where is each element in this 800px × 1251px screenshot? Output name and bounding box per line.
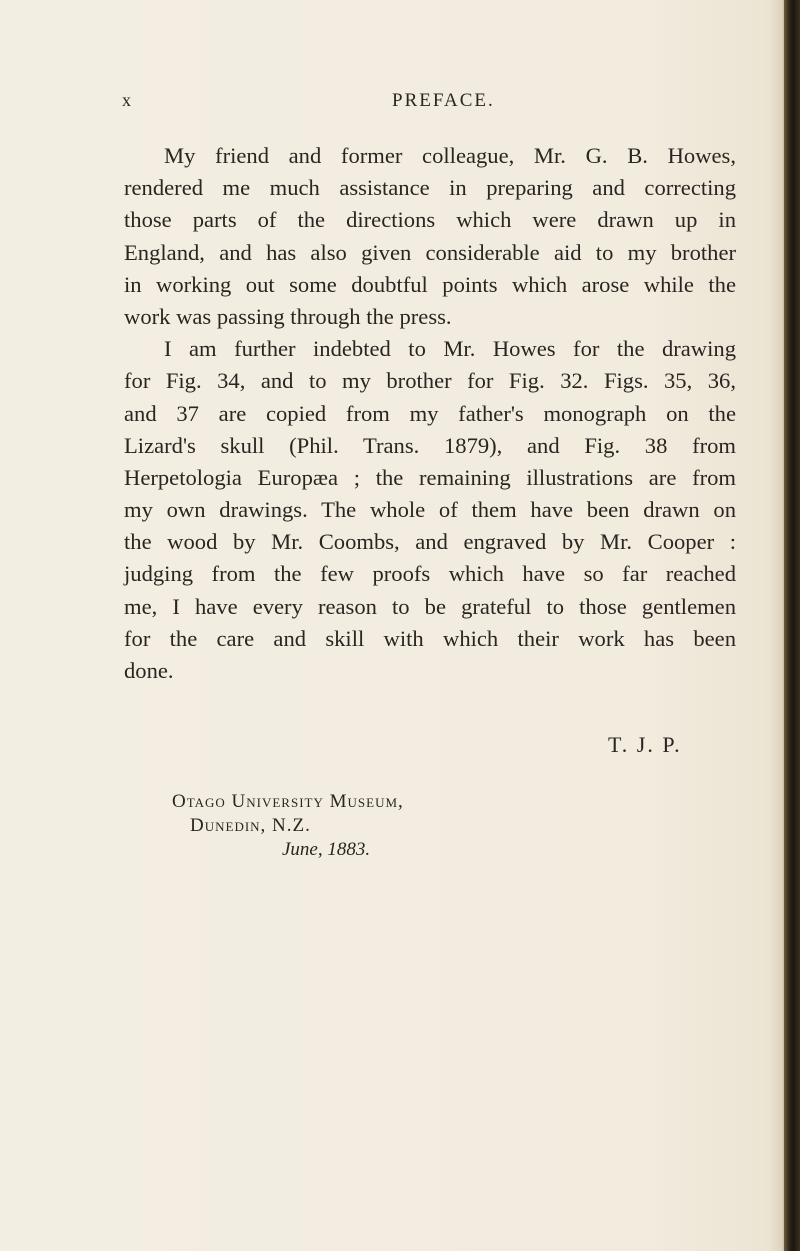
text-line: rendered me much assistance in preparing and correcting [124,175,736,201]
page-number: x [122,90,132,110]
text-line: England, and has also given considerable aid to my brother [124,239,736,265]
text-line: for the care and skill with which their work has been [124,625,736,651]
running-head [0,90,800,120]
text-line: Lizard's skull (Phil. Trans. 1879), and Fig. 38 from [124,432,736,458]
address-date: June, 1883. [282,839,371,860]
signature-initials: T. J. P. [608,732,682,757]
text-line: the wood by Mr. Coombs, and engraved by Mr. Cooper : [124,529,736,555]
address-city: Dunedin, N.Z. [190,815,311,836]
text-line: My friend and former colleague, Mr. G. B. Howes, [164,143,736,168]
binding-edge [784,0,800,1251]
text-line: I am further indebted to Mr. Howes for the drawing [164,336,736,362]
text-line: judging from the few proofs which have so far reached [124,561,736,587]
text-line: my own drawings. The whole of them have been drawn on [124,497,736,523]
text-line: Herpetologia Europæa ; the remaining illustrations are from [124,464,736,490]
text-line: for Fig. 34, and to my brother for Fig. 32. Figs. 35, 36, [124,368,736,394]
address-block [172,790,404,862]
text-line: me, I have every reason to be grateful to those gentlemen [124,593,736,619]
text-line: and 37 are copied from my father's monograph on the [124,400,736,426]
text-line: done. [124,658,174,683]
running-title: PREFACE. [392,90,495,111]
address-institution: Otago University Museum, [172,791,404,812]
text-line: in working out some doubtful points which arose while the [124,271,736,297]
body-text [124,140,736,687]
text-line: those parts of the directions which were drawn up in [124,207,736,233]
text-line: work was passing through the press. [124,303,452,329]
